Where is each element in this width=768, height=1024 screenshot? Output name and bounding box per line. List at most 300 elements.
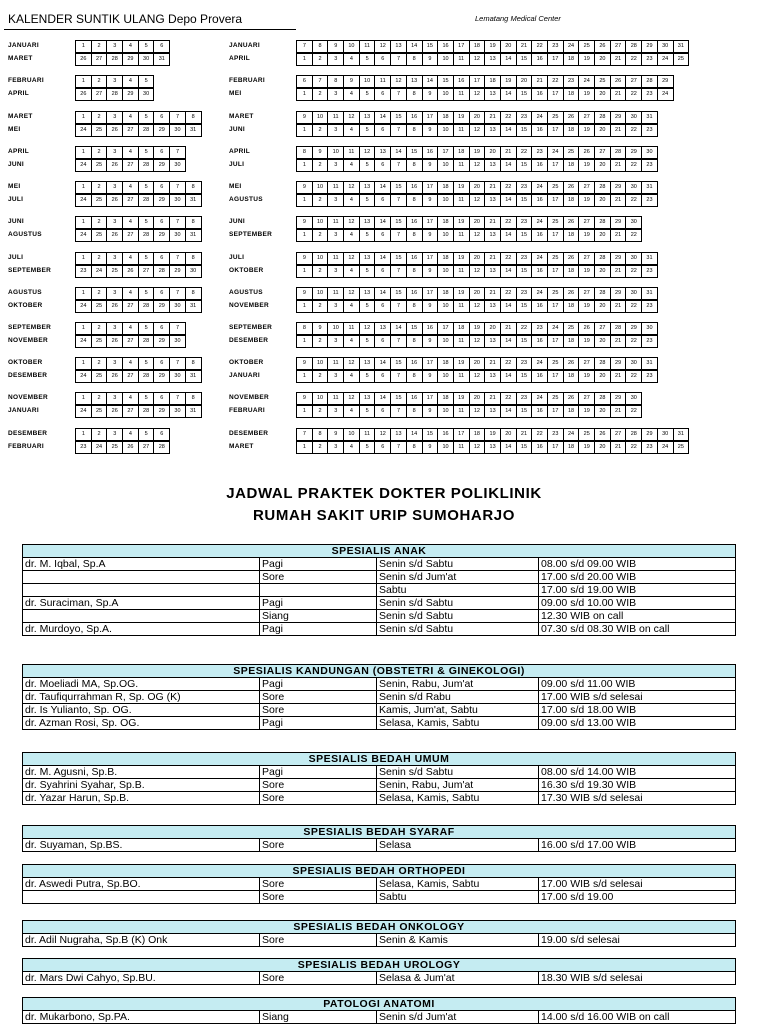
date-cells: [296, 265, 657, 277]
date-cell: 27: [578, 392, 595, 405]
date-cell: 25: [547, 216, 564, 229]
date-cell: 17: [453, 428, 470, 441]
date-cell: 7: [169, 322, 186, 335]
date-cell: 29: [169, 265, 186, 278]
date-cell: 20: [594, 265, 611, 278]
date-cell: 8: [406, 124, 423, 137]
date-cell: 25: [547, 392, 564, 405]
date-cells: [75, 265, 201, 277]
date-cell: 26: [106, 370, 123, 383]
date-cell: 7: [169, 287, 186, 300]
days: Selasa: [377, 839, 539, 852]
date-cells: [75, 53, 169, 65]
session: Sore: [260, 779, 377, 792]
kalender-row: [0, 392, 768, 420]
hours: 17.00 s/d 19.00 WIB: [539, 584, 736, 597]
schedule-row: [23, 691, 736, 704]
date-cell: 20: [594, 405, 611, 418]
date-cell: 2: [312, 124, 329, 137]
date-cell: 25: [563, 322, 580, 335]
date-cell: 27: [610, 428, 627, 441]
date-cell: 20: [469, 216, 486, 229]
specialty-table: [22, 997, 736, 1024]
date-cell: 12: [343, 287, 360, 300]
date-cell: 29: [625, 146, 642, 159]
date-cell: 14: [422, 75, 439, 88]
date-cell: 16: [531, 335, 548, 348]
date-cells: [296, 40, 688, 52]
date-cell: 3: [106, 181, 123, 194]
date-cell: 14: [500, 88, 517, 101]
date-cell: 9: [343, 75, 360, 88]
date-cell: 16: [531, 405, 548, 418]
date-cell: 25: [547, 111, 564, 124]
date-cell: 22: [500, 216, 517, 229]
date-cell: 14: [500, 159, 517, 172]
date-cell: 6: [153, 146, 170, 159]
date-cell: 24: [563, 40, 580, 53]
date-cell: 17: [547, 370, 564, 383]
date-cells: [296, 335, 657, 347]
date-cell: 3: [106, 40, 123, 53]
date-cell: 18: [563, 159, 580, 172]
date-cell: 22: [625, 88, 642, 101]
date-cell: 8: [312, 40, 329, 53]
date-cell: 14: [374, 252, 391, 265]
date-cell: 8: [406, 229, 423, 242]
date-cell: 15: [390, 111, 407, 124]
title-underline: [4, 29, 296, 30]
date-cell: 26: [106, 335, 123, 348]
date-cell: 18: [437, 111, 454, 124]
date-cell: 30: [169, 159, 186, 172]
date-cell: 20: [594, 88, 611, 101]
date-cell: 28: [594, 357, 611, 370]
date-cell: 5: [359, 194, 376, 207]
date-cell: 9: [327, 428, 344, 441]
date-cell: 19: [578, 159, 595, 172]
date-cell: 16: [531, 300, 548, 313]
date-cell: 6: [153, 287, 170, 300]
date-cell: 16: [531, 124, 548, 137]
date-cell: 29: [641, 428, 658, 441]
date-cell: 30: [185, 265, 202, 278]
date-cell: 26: [563, 392, 580, 405]
date-cell: 3: [327, 88, 344, 101]
date-cell: 3: [327, 124, 344, 137]
schedule-row: [23, 792, 736, 805]
date-cell: 25: [91, 159, 108, 172]
date-cell: 8: [185, 216, 202, 229]
month-label: MEI: [229, 183, 242, 190]
date-cell: 26: [563, 181, 580, 194]
date-cell: 30: [625, 252, 642, 265]
session: [260, 584, 377, 597]
date-cell: 22: [625, 53, 642, 66]
doctor-name: dr. Mukarbono, Sp.PA.: [23, 1011, 260, 1024]
date-cell: 25: [673, 53, 690, 66]
date-cell: 21: [531, 75, 548, 88]
date-cell: 15: [516, 53, 533, 66]
date-cell: 4: [122, 287, 139, 300]
month-label: NOVEMBER: [229, 394, 269, 401]
date-cell: 3: [106, 428, 123, 441]
date-cell: 7: [169, 357, 186, 370]
session: Sore: [260, 691, 377, 704]
date-cell: 27: [122, 335, 139, 348]
date-cell: 5: [138, 392, 155, 405]
date-cell: 27: [122, 370, 139, 383]
date-cell: 7: [390, 370, 407, 383]
month-label: MARET: [8, 113, 33, 120]
date-cell: 4: [122, 322, 139, 335]
date-cell: 9: [422, 300, 439, 313]
date-cell: 2: [91, 111, 108, 124]
date-cell: 29: [657, 75, 674, 88]
date-cells: [296, 441, 688, 453]
month-label: FEBRUARI: [229, 407, 265, 414]
date-cell: 22: [500, 357, 517, 370]
date-cells: [296, 300, 657, 312]
days: Senin s/d Sabtu: [377, 766, 539, 779]
date-cell: 19: [578, 265, 595, 278]
date-cell: 6: [153, 181, 170, 194]
date-cell: 20: [594, 194, 611, 207]
date-cell: 20: [594, 124, 611, 137]
hours: 16.00 s/d 17.00 WIB: [539, 839, 736, 852]
schedule-row: [23, 610, 736, 623]
date-cell: 3: [327, 370, 344, 383]
date-cell: 2: [312, 300, 329, 313]
date-cell: 2: [91, 392, 108, 405]
date-cell: 21: [610, 370, 627, 383]
date-cell: 28: [641, 75, 658, 88]
date-cell: 5: [359, 441, 376, 454]
date-cell: 27: [610, 40, 627, 53]
doctor-name: dr. Syahrini Syahar, Sp.B.: [23, 779, 260, 792]
date-cell: 13: [390, 40, 407, 53]
date-cell: 30: [625, 216, 642, 229]
date-cell: 31: [185, 405, 202, 418]
date-cell: 19: [484, 40, 501, 53]
month-label: FEBRUARI: [8, 77, 44, 84]
date-cell: 13: [359, 287, 376, 300]
date-cell: 15: [390, 357, 407, 370]
date-cell: 13: [484, 229, 501, 242]
date-cell: 9: [422, 265, 439, 278]
date-cell: 21: [484, 252, 501, 265]
date-cell: 19: [578, 53, 595, 66]
date-cell: 1: [75, 216, 92, 229]
date-cells: [75, 392, 201, 404]
date-cell: 28: [138, 370, 155, 383]
date-cell: 26: [106, 124, 123, 137]
date-cell: 8: [406, 300, 423, 313]
date-cell: 3: [106, 252, 123, 265]
date-cells: [296, 287, 657, 299]
date-cell: 28: [594, 216, 611, 229]
date-cell: 16: [531, 229, 548, 242]
date-cell: 27: [122, 300, 139, 313]
date-cell: 22: [625, 194, 642, 207]
date-cell: 14: [374, 287, 391, 300]
date-cell: 2: [91, 252, 108, 265]
date-cell: 29: [153, 405, 170, 418]
date-cell: 15: [390, 392, 407, 405]
month-label: APRIL: [229, 148, 250, 155]
month-label: JUNI: [229, 126, 246, 133]
session: Sore: [260, 704, 377, 717]
date-cell: 26: [563, 216, 580, 229]
date-cell: 13: [484, 159, 501, 172]
date-cell: 23: [516, 287, 533, 300]
date-cell: 8: [406, 405, 423, 418]
schedule-title-line2: RUMAH SAKIT URIP SUMOHARJO: [252, 507, 515, 524]
date-cell: 27: [138, 265, 155, 278]
date-cell: 17: [453, 40, 470, 53]
date-cells: [75, 335, 185, 347]
date-cell: 12: [469, 124, 486, 137]
date-cell: 9: [296, 392, 313, 405]
date-cell: 8: [185, 181, 202, 194]
date-cell: 22: [625, 159, 642, 172]
date-cell: 5: [138, 216, 155, 229]
date-cell: 22: [531, 40, 548, 53]
days: Senin s/d Rabu: [377, 691, 539, 704]
date-cell: 14: [500, 194, 517, 207]
date-cell: 28: [138, 229, 155, 242]
kalender-title: KALENDER SUNTIK ULANG Depo Provera: [8, 12, 243, 26]
date-cell: 7: [312, 75, 329, 88]
date-cell: 9: [296, 216, 313, 229]
date-cell: 29: [641, 40, 658, 53]
date-cell: 12: [469, 300, 486, 313]
schedule-row: [23, 972, 736, 985]
date-cells: [296, 111, 657, 123]
date-cell: 10: [437, 159, 454, 172]
date-cell: 31: [673, 40, 690, 53]
date-cell: 23: [641, 370, 658, 383]
date-cell: 28: [594, 287, 611, 300]
date-cell: 3: [327, 300, 344, 313]
date-cell: 29: [610, 181, 627, 194]
month-label: OKTOBER: [229, 359, 264, 366]
date-cell: 17: [547, 159, 564, 172]
date-cell: 1: [296, 124, 313, 137]
date-cell: 1: [296, 441, 313, 454]
days: Selasa, Kamis, Sabtu: [377, 792, 539, 805]
date-cell: 20: [594, 335, 611, 348]
date-cell: 9: [422, 124, 439, 137]
date-cell: 6: [153, 428, 170, 441]
session: Pagi: [260, 717, 377, 730]
date-cell: 28: [625, 40, 642, 53]
date-cell: 10: [343, 428, 360, 441]
date-cell: 5: [138, 357, 155, 370]
month-label: OKTOBER: [229, 267, 264, 274]
date-cell: 16: [406, 216, 423, 229]
date-cell: 15: [390, 216, 407, 229]
date-cell: 6: [374, 335, 391, 348]
date-cell: 14: [390, 146, 407, 159]
date-cell: 25: [106, 441, 123, 454]
date-cell: 26: [594, 40, 611, 53]
date-cell: 21: [610, 88, 627, 101]
date-cell: 13: [484, 441, 501, 454]
date-cell: 27: [91, 88, 108, 101]
session: Pagi: [260, 678, 377, 691]
hours: 07.30 s/d 08.30 WIB on call: [539, 623, 736, 636]
date-cell: 3: [106, 111, 123, 124]
date-cell: 1: [75, 357, 92, 370]
date-cell: 11: [453, 124, 470, 137]
date-cell: 26: [106, 194, 123, 207]
date-cell: 4: [122, 357, 139, 370]
specialty-table: [22, 664, 736, 730]
date-cell: 25: [578, 40, 595, 53]
date-cell: 30: [169, 194, 186, 207]
date-cell: 9: [422, 441, 439, 454]
date-cell: 14: [390, 322, 407, 335]
date-cell: 24: [91, 441, 108, 454]
date-cell: 8: [296, 146, 313, 159]
date-cell: 13: [359, 392, 376, 405]
date-cell: 15: [516, 335, 533, 348]
date-cell: 12: [469, 229, 486, 242]
date-cell: 21: [610, 159, 627, 172]
month-label: APRIL: [8, 90, 29, 97]
kalender-row: [0, 181, 768, 209]
date-cell: 6: [374, 194, 391, 207]
date-cell: 22: [625, 124, 642, 137]
days: Selasa, Kamis, Sabtu: [377, 878, 539, 891]
date-cell: 22: [500, 181, 517, 194]
date-cell: 24: [578, 75, 595, 88]
date-cell: 12: [343, 111, 360, 124]
date-cell: 15: [516, 265, 533, 278]
date-cell: 23: [641, 300, 658, 313]
date-cell: 16: [406, 287, 423, 300]
date-cell: 19: [578, 370, 595, 383]
date-cell: 4: [122, 428, 139, 441]
date-cell: 16: [406, 252, 423, 265]
date-cell: 17: [547, 124, 564, 137]
date-cells: [296, 181, 657, 193]
date-cell: 4: [122, 181, 139, 194]
month-label: MARET: [229, 443, 254, 450]
date-cell: 20: [500, 40, 517, 53]
date-cell: 11: [327, 216, 344, 229]
date-cell: 21: [610, 405, 627, 418]
date-cell: 31: [641, 287, 658, 300]
date-cell: 23: [547, 428, 564, 441]
date-cell: 8: [406, 88, 423, 101]
schedule-row: [23, 597, 736, 610]
date-cells: [296, 252, 657, 264]
date-cell: 28: [153, 441, 170, 454]
date-cell: 10: [312, 287, 329, 300]
date-cell: 31: [673, 428, 690, 441]
date-cell: 20: [594, 370, 611, 383]
date-cell: 26: [578, 322, 595, 335]
specialty-header: SPESIALIS BEDAH ONKOLOGY: [23, 921, 736, 934]
date-cell: 29: [153, 229, 170, 242]
date-cell: 13: [359, 111, 376, 124]
date-cell: 10: [437, 124, 454, 137]
date-cell: 9: [296, 111, 313, 124]
date-cell: 21: [610, 124, 627, 137]
date-cell: 17: [547, 441, 564, 454]
date-cell: 6: [374, 159, 391, 172]
date-cell: 10: [437, 88, 454, 101]
date-cell: 14: [374, 181, 391, 194]
date-cell: 16: [531, 53, 548, 66]
date-cell: 22: [625, 370, 642, 383]
month-label: AGUSTUS: [229, 289, 263, 296]
hours: 16.30 s/d 19.30 WIB: [539, 779, 736, 792]
date-cell: 2: [312, 53, 329, 66]
date-cell: 20: [484, 146, 501, 159]
date-cell: 12: [469, 194, 486, 207]
date-cell: 24: [657, 53, 674, 66]
date-cell: 29: [122, 53, 139, 66]
date-cell: 19: [453, 181, 470, 194]
date-cell: 19: [578, 229, 595, 242]
schedule-row: [23, 623, 736, 636]
schedule-row: [23, 839, 736, 852]
date-cell: 2: [312, 194, 329, 207]
date-cell: 28: [138, 194, 155, 207]
date-cell: 2: [91, 40, 108, 53]
date-cell: 12: [469, 441, 486, 454]
kalender-row: [0, 428, 768, 456]
date-cell: 1: [296, 53, 313, 66]
date-cell: 18: [563, 300, 580, 313]
date-cell: 23: [641, 265, 658, 278]
date-cell: 6: [374, 300, 391, 313]
days: Kamis, Jum'at, Sabtu: [377, 704, 539, 717]
date-cells: [296, 405, 641, 417]
date-cell: 17: [422, 216, 439, 229]
date-cell: 9: [422, 88, 439, 101]
date-cell: 10: [437, 300, 454, 313]
date-cell: 23: [641, 53, 658, 66]
date-cell: 24: [531, 181, 548, 194]
date-cell: 16: [406, 111, 423, 124]
date-cell: 6: [153, 216, 170, 229]
date-cell: 25: [547, 181, 564, 194]
doctor-name: dr. Is Yulianto, Sp. OG.: [23, 704, 260, 717]
date-cell: 15: [406, 322, 423, 335]
date-cell: 31: [641, 357, 658, 370]
date-cell: 1: [296, 300, 313, 313]
date-cell: 16: [531, 159, 548, 172]
month-label: DESEMBER: [229, 337, 269, 344]
date-cell: 4: [343, 159, 360, 172]
date-cell: 12: [390, 75, 407, 88]
date-cells: [296, 428, 688, 440]
date-cells: [296, 229, 641, 241]
date-cell: 2: [312, 405, 329, 418]
kalender-subtitle: Lematang Medical Center: [475, 14, 561, 23]
date-cell: 18: [563, 229, 580, 242]
date-cell: 5: [359, 159, 376, 172]
date-cell: 12: [469, 265, 486, 278]
date-cell: 1: [75, 322, 92, 335]
date-cell: 29: [153, 194, 170, 207]
date-cell: 26: [106, 229, 123, 242]
date-cell: 3: [327, 335, 344, 348]
